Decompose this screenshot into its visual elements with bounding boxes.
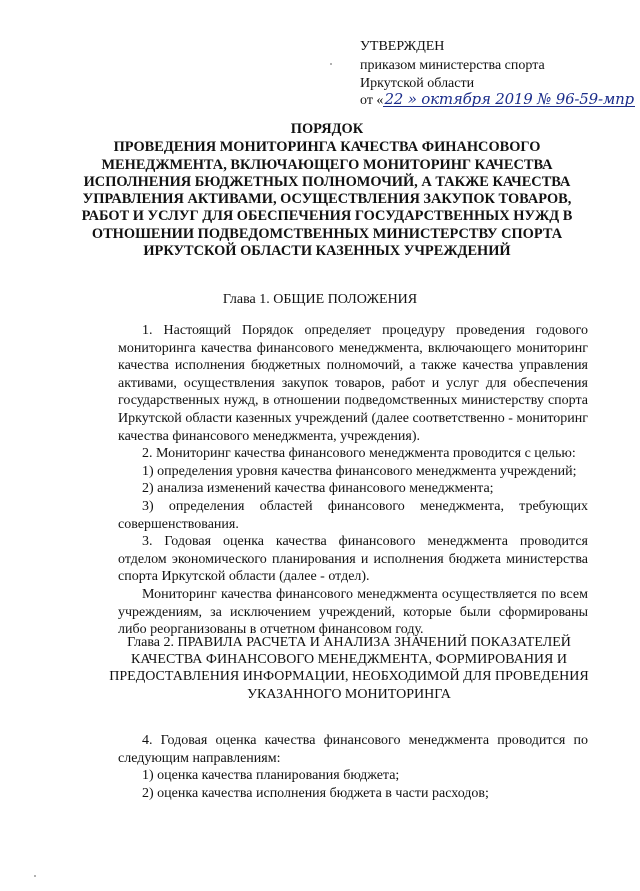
approval-date-line [360, 90, 634, 109]
list-item: 3) определения областей финансового менеджмента, требующих совершенствования. [118, 498, 588, 532]
title-body: ПРОВЕДЕНИЯ МОНИТОРИНГА КАЧЕСТВА ФИНАНСОВОГО МЕНЕДЖМЕНТА, ВКЛЮЧАЮЩЕГО МОНИТОРИНГ КАЧЕСТВА ИСПОЛНЕНИЯ БЮДЖЕТНЫХ ПОЛНОМОЧИЙ, А ТАКЖЕ КАЧЕСТВА УПРАВЛЕНИЯ АКТИВАМИ, ОСУЩЕСТВЛЕНИЯ ЗАКУПОК ТОВАРОВ, РАБОТ И УСЛУГ ДЛЯ ОБЕСПЕЧЕНИЯ ГОСУДАРСТВЕННЫХ НУЖД В ОТНОШЕНИИ ПОДВЕДОМСТВЕННЫХ МИНИСТЕРСТВУ СПОРТА ИРКУТСКОЙ ОБЛАСТИ КАЗЕННЫХ УЧРЕЖДЕНИЙ [81, 139, 573, 260]
paragraph: 1. Настоящий Порядок определяет процедуру проведения годового мониторинга качества финансового менеджмента, включающего мониторинг качества исполнения бюджетных полномочий, а также качества управления активами, осуществления закупок товаров, работ и услуг для обеспечения государственных нужд, в отношении подведомственных министерству спорта Иркутской области казенных учреждений (далее соответственно - мониторинг качества финансового менеджмента, учреждения). [118, 323, 588, 444]
chapter2-body [118, 732, 588, 802]
approval-order-line: приказом министерства спорта [360, 58, 545, 74]
approval-region-line: Иркутской области [360, 75, 475, 91]
scan-speck [34, 875, 36, 877]
approval-stamp-block [360, 38, 634, 110]
paragraph: Мониторинг качества финансового менеджмента осуществляется по всем учреждениям, за исключением учреждений, которые были сформированы либо реорганизованы в отчетном финансовом году. [118, 586, 588, 638]
paragraph: 2. Мониторинг качества финансового менеджмента проводится с целью: [142, 446, 576, 462]
approval-date-prefix: от « [360, 93, 384, 109]
list-item: 1) оценка качества планирования бюджета; [142, 768, 400, 784]
chapter1-heading: Глава 1. ОБЩИЕ ПОЛОЖЕНИЯ [222, 292, 418, 307]
scan-speck [330, 63, 332, 65]
list-item: 2) анализа изменений качества финансового менеджмента; [142, 481, 494, 497]
paragraph: 4. Годовая оценка качества финансового менеджмента проводится по следующим направлениям: [118, 733, 588, 766]
list-item: 1) определения уровня качества финансового менеджмента учреждений; [142, 463, 577, 479]
list-item: 2) оценка качества исполнения бюджета в части расходов; [142, 785, 489, 801]
title-heading: ПОРЯДОК [290, 121, 364, 137]
approval-heading: УТВЕРЖДЕН [360, 39, 445, 54]
chapter2-heading: Глава 2. ПРАВИЛА РАСЧЕТА И АНАЛИЗА ЗНАЧЕНИЙ ПОКАЗАТЕЛЕЙ КАЧЕСТВА ФИНАНСОВОГО МЕНЕДЖМЕНТА, ФОРМИРОВАНИЯ И ПРЕДОСТАВЛЕНИЯ ИНФОРМАЦИИ, НЕОБХОДИМОЙ ДЛЯ ПРОВЕДЕНИЯ УКАЗАННОГО МОНИТОРИНГА [109, 635, 589, 702]
document-title [62, 121, 592, 260]
paragraph: 3. Годовая оценка качества финансового менеджмента проводится отделом экономического планирования и исполнения бюджета министерства спорта Иркутской области (далее - отдел). [118, 534, 588, 585]
chapter1-body [118, 322, 588, 639]
approval-date-handwritten: 22 » октября 2019 № 96-59-мпр [384, 90, 634, 109]
